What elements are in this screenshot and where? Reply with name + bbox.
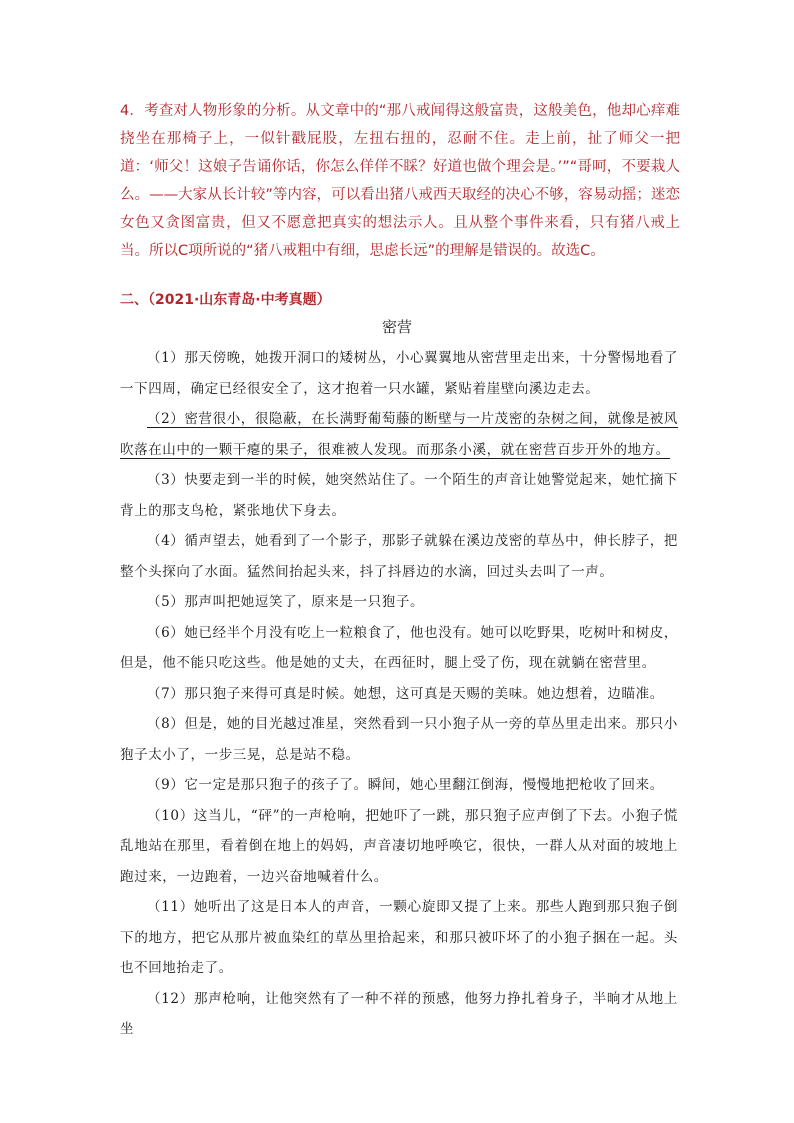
paragraph: （4）循声望去，她看到了一个影子，那影子就躲在溪边茂密的草丛中，伸长脖子，把整个头探向了水面。猛然间抬起头来，抖了抖唇边的水滴，回过头去叫了一声。 (120, 533, 678, 580)
paragraph: （7）那只狍子来得可真是时候。她想，这可真是天赐的美味。她边想着，边瞄准。 (147, 685, 664, 702)
paragraph: （6）她已经半个月没有吃上一粒粮食了，他也没有。她可以吃野果，吃树叶和树皮，但是，他不能只吃这些。他是她的丈夫，在西征时，腿上受了伤，现在就躺在密营里。 (120, 624, 678, 671)
paragraph: （9）它一定是那只狍子的孩子了。瞬间，她心里翻江倒海，慢慢地把枪收了回来。 (147, 777, 664, 793)
paragraph: （11）她听出了这是日本人的声音，一颗心旋即又提了上来。那些人跑到那只狍子倒下的地方，把它从那片被血染红的草丛里拾起来，和那只被吓坏了的小狍子捆在一起。头也不回地抬走了。 (120, 899, 678, 976)
paragraph: （10）这当儿，“砰”的一声枪响，把她吓了一跳，那只狍子应声倒了下去。小狍子慌乱地站在那里，看着倒在地上的妈妈，声音凄切地呼唤它，很快，一群人从对面的坡地上跑过来，一边跑着，一边兴奋地喊着什么。 (120, 807, 678, 885)
section-heading: 二、（2021·山东青岛·中考真题） (120, 292, 331, 308)
story-title: 密营 (381, 318, 412, 336)
paragraph-underlined: （2）密营很小，很隐蔽，在长满野葡萄藤的断壁与一片茂密的杂树之间，就像是被风吹落在山中的一颗干瘪的果子，很难被人发现。而那条小溪，就在密营百步开外的地方。 (120, 411, 678, 458)
analysis-text: 4．考查对人物形象的分析。从文章中的“那八戒闻得这般富贵，这般美色，他却心痒难挠坐在那椅子上，一似针戳屁股，左扭右扭的，忍耐不住。走上前，扯了师父一把道：‘师父！这娘子告诵你话，你怎么佯佯不睬？好道也做个理会是。’”“哥呵，不要栽人么。——大家从长计较”等内容，可以看出猪八戒西天取经的决心不够，容易动摇；迷恋女色又贪图富贵，但又不愿意把真实的想法示人。且从整个事件来看，只有猪八戒上当。所以C项所说的“猪八戒粗中有细，思虑长远”的理解是错误的。故选C。 (120, 103, 680, 259)
answer-analysis (120, 97, 680, 265)
paragraph: （3）快要走到一半的时候，她突然站住了。一个陌生的声音让她警觉起来，她忙摘下背上的那支鸟枪，紧张地伏下身去。 (120, 472, 678, 519)
paragraph: （5）那声叫把她逗笑了，原来是一只狍子。 (147, 594, 425, 610)
paragraph: （8）但是，她的目光越过准星，突然看到一只小狍子从一旁的草丛里走出来。那只小狍子太小了，一步三晃，总是站不稳。 (120, 716, 678, 763)
paragraph: （1）那天傍晚，她拨开洞口的矮树丛，小心翼翼地从密营里走出来，十分警惕地看了一下四周，确定已经很安全了，这才抱着一只水罐，紧贴着崖壁向溪边走去。 (120, 350, 678, 397)
paragraph: （12）那声枪响，让他突然有了一种不祥的预感，他努力挣扎着身子，半晌才从地上坐 (120, 990, 678, 1037)
story-body (120, 343, 678, 1045)
